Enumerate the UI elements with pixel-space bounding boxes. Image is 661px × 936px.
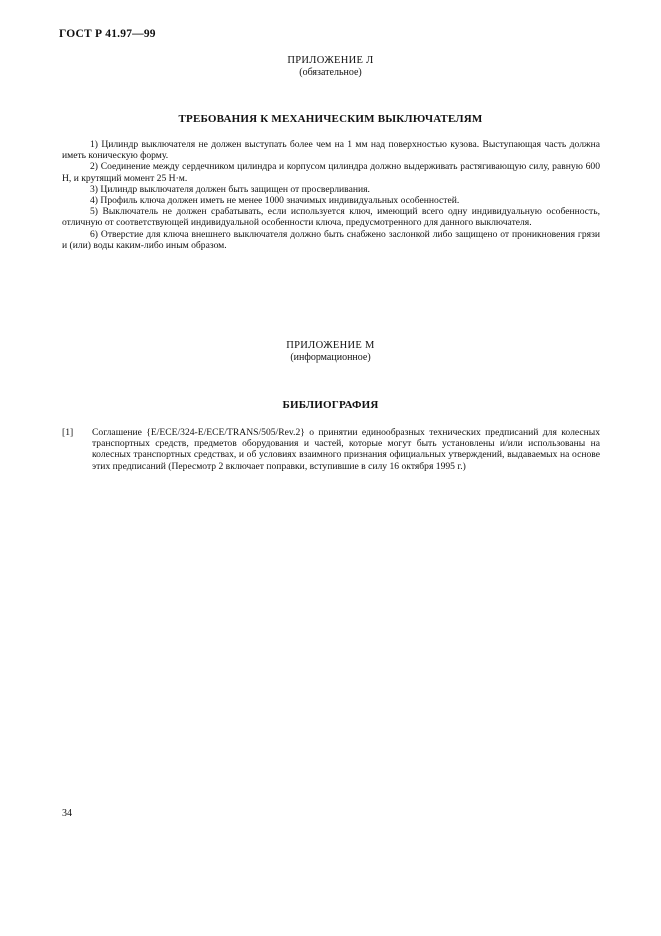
requirement-item: 4) Профиль ключа должен иметь не менее 1000 значимых индивидуальных особенностей. xyxy=(90,195,460,207)
requirement-item: 6) Отверстие для ключа внешнего выключателя должно быть снабжено заслонкой либо защищено от проникновения грязи и (или) воды каким-либо иным образом. xyxy=(62,228,600,251)
requirements-list xyxy=(62,139,600,251)
reference-text: Соглашение {E/ECE/324-E/ECE/TRANS/505/Rev.2} о принятии единообразных технических предписаний для колесных транспортных средств, предметов оборудования и частей, которые могут быть установлены и/или использованы на колесных транспортных средствах, и об условиях взаимного признания официальных утверждений, выдаваемых на основе этих предписаний (Пересмотр 2 включает поправки, вступившие в силу 16 октября 1995 г.) xyxy=(92,427,600,472)
requirement-item: 3) Цилиндр выключателя должен быть защищен от просверливания. xyxy=(90,183,370,195)
appendix-l-heading: ТРЕБОВАНИЯ К МЕХАНИЧЕСКИМ ВЫКЛЮЧАТЕЛЯМ xyxy=(178,113,483,125)
requirement-item: 2) Соединение между сердечником цилиндра и корпусом цилиндра должно выдерживать растягивающую силу, равную 600 Н, и крутящий момент 25 Н·м. xyxy=(62,161,600,184)
appendix-m-title: ПРИЛОЖЕНИЕ М xyxy=(286,340,375,351)
page-number: 34 xyxy=(62,808,72,819)
document-code: ГОСТ Р 41.97—99 xyxy=(59,28,156,40)
reference-number: [1] xyxy=(62,427,74,438)
requirement-item: 1) Цилиндр выключателя не должен выступать более чем на 1 мм над поверхностью кузова. Выступающая часть должна иметь коническую форму. xyxy=(62,139,600,162)
bibliography-heading: БИБЛИОГРАФИЯ xyxy=(282,399,379,411)
appendix-l-title: ПРИЛОЖЕНИЕ Л xyxy=(287,55,374,66)
appendix-m-status: (информационное) xyxy=(290,352,371,363)
appendix-l-status: (обязательное) xyxy=(299,67,362,78)
requirement-item: 5) Выключатель не должен срабатывать, если используется ключ, имеющий всего одну индивидуальную особенность, отличную от соответствующей индивидуальной особенности ключа, предусмотренного для данного выключателя. xyxy=(62,206,600,229)
bibliography-entry xyxy=(62,427,600,472)
